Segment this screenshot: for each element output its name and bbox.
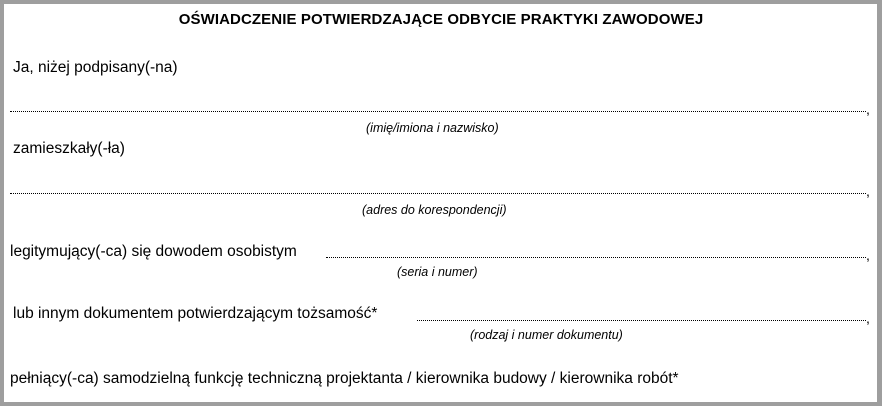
id-card-field[interactable]	[326, 257, 866, 258]
id-card-field-comma: ,	[866, 247, 870, 263]
name-field[interactable]	[10, 111, 866, 112]
address-field-comma: ,	[866, 183, 870, 199]
residence-label: zamieszkały(-ła)	[13, 140, 125, 157]
id-card-field-hint: (seria i numer)	[397, 265, 478, 279]
name-field-hint: (imię/imiona i nazwisko)	[366, 121, 499, 135]
id-card-label: legitymujący(-ca) się dowodem osobistym	[10, 243, 297, 260]
signer-label: Ja, niżej podpisany(-na)	[13, 59, 178, 76]
function-statement: pełniący(-ca) samodzielną funkcję techniczną projektanta / kierownika budowy / kierownika robót*	[10, 370, 679, 387]
address-field[interactable]	[10, 193, 866, 194]
other-document-field-hint: (rodzaj i numer dokumentu)	[470, 328, 623, 342]
document-title: OŚWIADCZENIE POTWIERDZAJĄCE ODBYCIE PRAKTYKI ZAWODOWEJ	[178, 11, 704, 28]
other-document-label: lub innym dokumentem potwierdzającym tożsamość*	[13, 305, 378, 322]
other-document-field-comma: ,	[866, 310, 870, 326]
name-field-comma: ,	[866, 101, 870, 117]
other-document-field[interactable]	[417, 320, 866, 321]
address-field-hint: (adres do korespondencji)	[362, 203, 507, 217]
